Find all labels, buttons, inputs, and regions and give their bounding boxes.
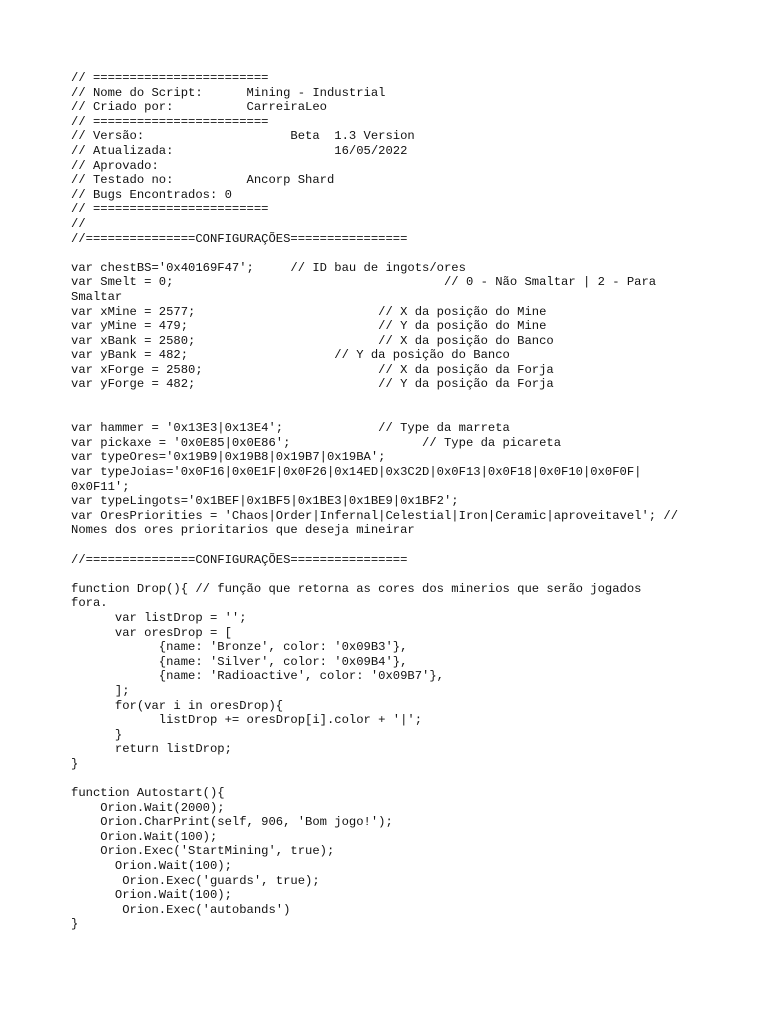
code-line: //===============CONFIGURAÇÕES================ <box>71 231 408 246</box>
code-line: var yForge = 482; // Y da posição da Forja <box>71 377 554 392</box>
code-line: var oresDrop = [ <box>71 625 232 640</box>
script-code-block <box>71 71 751 932</box>
code-line: Orion.Wait(2000); <box>71 800 225 815</box>
code-line: // <box>71 216 86 231</box>
code-line: listDrop += oresDrop[i].color + '|'; <box>71 713 423 728</box>
code-line: var typeJoias='0x0F16|0x0E1F|0x0F26|0x14ED|0x3C2D|0x0F13|0x0F18|0x0F10|0x0F0F| <box>71 465 642 480</box>
code-line: var Smelt = 0; // 0 - Não Smaltar | 2 - Para <box>71 275 657 290</box>
code-line: Orion.Exec('StartMining', true); <box>71 844 335 859</box>
code-line: // Bugs Encontrados: 0 <box>71 187 232 202</box>
code-line: // Testado no: Ancorp Shard <box>71 173 335 188</box>
code-line: // Aprovado: <box>71 158 159 173</box>
code-line: // Versão: Beta 1.3 Version <box>71 129 415 144</box>
code-line: Orion.Wait(100); <box>71 859 232 874</box>
code-line: Orion.CharPrint(self, 906, 'Bom jogo!'); <box>71 815 393 830</box>
code-line: var xForge = 2580; // X da posição da Forja <box>71 362 554 377</box>
code-line: } <box>71 727 123 742</box>
code-line: // ======================== <box>71 114 269 129</box>
code-line: return listDrop; <box>71 742 232 757</box>
code-line: ]; <box>71 683 130 698</box>
code-line: Orion.Exec('guards', true); <box>71 873 320 888</box>
code-line: // ======================== <box>71 202 269 217</box>
code-line: {name: 'Bronze', color: '0x09B3'}, <box>71 640 408 655</box>
code-line: 0x0F11'; <box>71 479 130 494</box>
code-line: var pickaxe = '0x0E85|0x0E86'; // Type da picareta <box>71 435 562 450</box>
code-line: Orion.Exec('autobands') <box>71 902 291 917</box>
code-line: var yMine = 479; // Y da posição do Mine <box>71 319 547 334</box>
code-line: var xMine = 2577; // X da posição do Mine <box>71 304 547 319</box>
code-line: var typeLingots='0x1BEF|0x1BF5|0x1BE3|0x1BE9|0x1BF2'; <box>71 494 459 509</box>
code-line: var yBank = 482; // Y da posição do Banco <box>71 348 510 363</box>
code-line: function Drop(){ // função que retorna as cores dos minerios que serão jogados <box>71 581 642 596</box>
code-line: // Atualizada: 16/05/2022 <box>71 143 408 158</box>
code-line: function Autostart(){ <box>71 786 225 801</box>
code-line: Nomes dos ores prioritarios que deseja mineirar <box>71 523 415 538</box>
code-line: // Criado por: CarreiraLeo <box>71 100 327 115</box>
code-line: // Nome do Script: Mining - Industrial <box>71 85 386 100</box>
code-line: for(var i in oresDrop){ <box>71 698 284 713</box>
code-line: Orion.Wait(100); <box>71 888 232 903</box>
code-line: {name: 'Radioactive', color: '0x09B7'}, <box>71 669 444 684</box>
document-page <box>71 71 751 932</box>
code-line: fora. <box>71 596 108 611</box>
code-line: Smaltar <box>71 289 123 304</box>
code-line: //===============CONFIGURAÇÕES================ <box>71 552 408 567</box>
code-line: var listDrop = ''; <box>71 610 247 625</box>
code-line: var chestBS='0x40169F47'; // ID bau de ingots/ores <box>71 260 466 275</box>
code-line: var typeOres='0x19B9|0x19B8|0x19B7|0x19BA'; <box>71 450 386 465</box>
code-line: var hammer = '0x13E3|0x13E4'; // Type da marreta <box>71 421 510 436</box>
code-line: Orion.Wait(100); <box>71 829 218 844</box>
code-line: // ======================== <box>71 71 269 85</box>
code-line: var OresPriorities = 'Chaos|Order|Infernal|Celestial|Iron|Ceramic|aproveitavel'; // <box>71 508 679 523</box>
code-line: var xBank = 2580; // X da posição do Banco <box>71 333 554 348</box>
code-line: {name: 'Silver', color: '0x09B4'}, <box>71 654 408 669</box>
code-line: } <box>71 917 79 932</box>
code-line: } <box>71 756 79 771</box>
